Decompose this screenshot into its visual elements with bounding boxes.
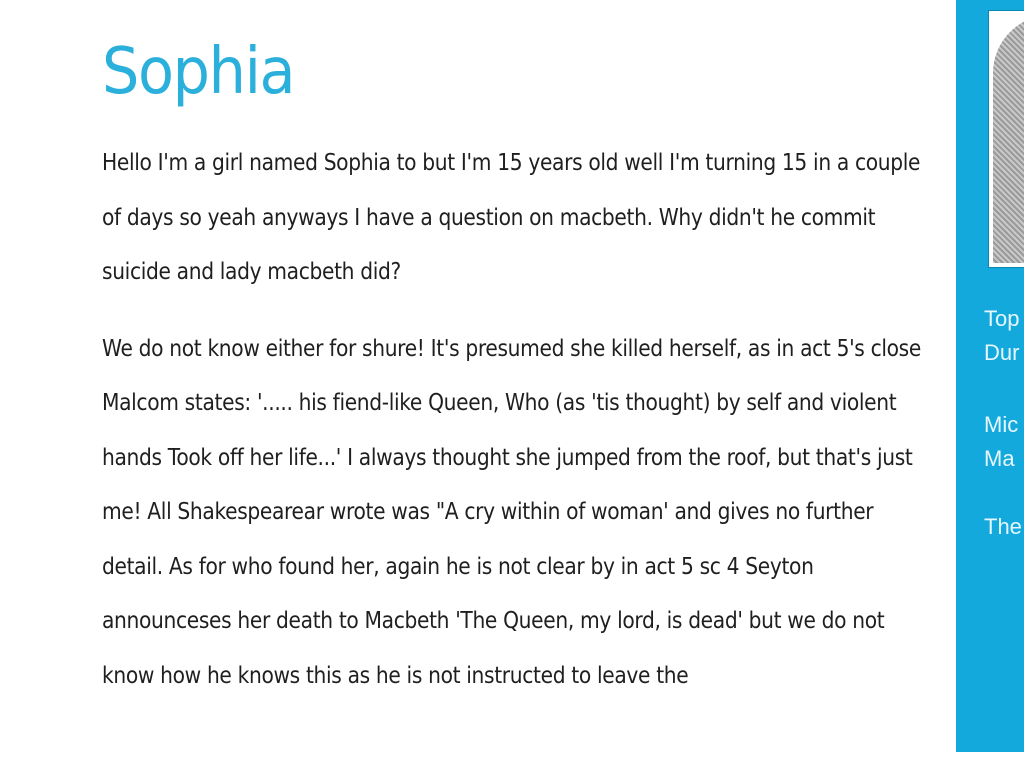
author-portrait-image[interactable]: [988, 10, 1024, 268]
sidebar-link-1[interactable]: [984, 302, 1024, 370]
post-author-title: Sophia: [102, 35, 295, 109]
sidebar-link-3[interactable]: [984, 510, 1024, 544]
post-content: [102, 30, 932, 703]
sidebar-link-1-line2: Dur: [984, 340, 1020, 365]
sidebar-link-1-line1: Top: [984, 306, 1020, 331]
sidebar-link-2-line2: Ma: [984, 446, 1015, 471]
portrait-placeholder: [993, 15, 1024, 263]
answer-text: We do not know either for shure! It's presumed she killed herself, as in act 5's close Malcom states: '..... his fiend-like Queen, Who (as 'tis thought) by self and violent hands Took off her life...' I always thought she jumped from the roof, but that's just me! All Shakespearear wrote was "A cry within of woman' and gives no further detail. As for who found her, again he is not clear by in act 5 sc 4 Seyton announceses her death to Macbeth 'The Queen, my lord, is dead' but we do not know how he knows this as he is not instructed to leave the: [102, 335, 921, 689]
sidebar-link-3-line1: The: [984, 514, 1022, 539]
question-text: Hello I'm a girl named Sophia to but I'm 15 years old well I'm turning 15 in a couple of days so yeah anyways I have a question on macbeth. Why didn't he commit suicide and lady macbeth did?: [102, 150, 921, 285]
sidebar-link-2[interactable]: [984, 408, 1024, 476]
sidebar: [956, 0, 1024, 752]
sidebar-link-2-line1: Mic: [984, 412, 1019, 437]
